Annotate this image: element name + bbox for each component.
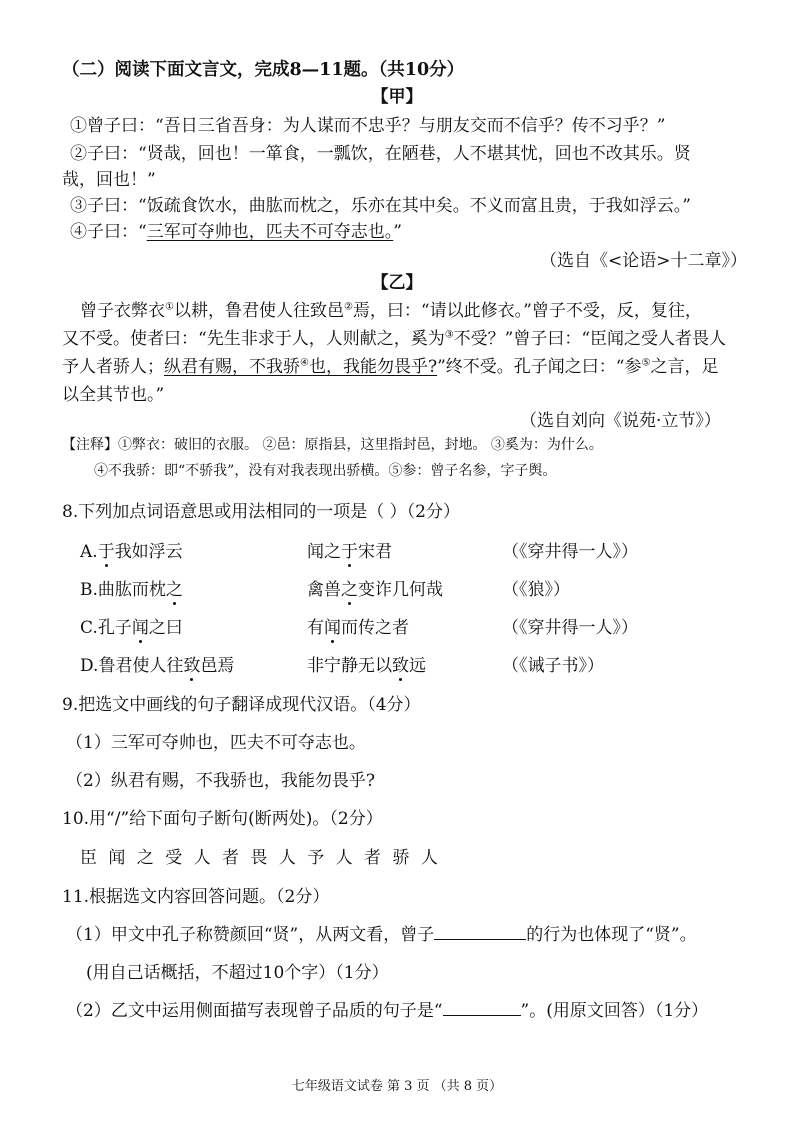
q8-option-c-compare: 有闻而传之者 xyxy=(307,618,409,638)
q9-sentence-2: （2）纵君有赐，不我骄也，我能勿畏乎? xyxy=(66,771,375,791)
dotted-word: 闻 xyxy=(324,618,341,638)
note-mark: ③ xyxy=(444,329,454,341)
underlined-sentence-1: 三军可夺帅也，匹夫不可夺志也。 xyxy=(146,222,394,242)
note-mark: ② xyxy=(343,301,353,313)
answer-blank[interactable] xyxy=(443,999,521,1016)
q8-option-d-compare: 非宁静无以致远 xyxy=(307,656,426,676)
dotted-word: 之 xyxy=(341,580,358,600)
q8-option-d: D.鲁君使人往致邑焉 xyxy=(80,656,235,676)
q8-option-d-source: （《诫子书》） xyxy=(502,656,604,676)
passage-a-heading: 【甲】 xyxy=(371,87,423,107)
annotation-line-1: 【注释】①弊衣：破旧的衣服。 ②邑：原指县，这里指封邑，封地。 ③奚为：为什么。 xyxy=(62,437,603,453)
question-8-stem: 8.下列加点词语意思或用法相同的一项是（ ）（2分） xyxy=(62,502,460,522)
q10-sentence: 臣 闻 之 受 人 者 畏 人 予 人 者 骄 人 xyxy=(80,848,441,868)
passage-b-line-2: 又不受。使者曰：“先生非求于人，人则献之，奚为③不受？”曾子曰：“臣闻之受人者畏人 xyxy=(62,329,727,349)
note-mark: ① xyxy=(165,301,174,313)
dotted-word: 致 xyxy=(183,656,201,676)
note-mark: ⑤ xyxy=(641,357,651,369)
line-suffix: ” xyxy=(393,222,402,242)
underlined-sentence-2: 纵君有赐，不我骄④也，我能勿畏乎? xyxy=(164,357,438,377)
q8-option-a: A.于我如浮云 xyxy=(80,542,183,562)
page-footer: 七年级语文试卷 第 3 页 （共 8 页） xyxy=(291,1079,503,1094)
passage-a-line: ③子曰：“饭疏食饮水，曲肱而枕之，乐亦在其中矣。不义而富且贵，于我如浮云。” xyxy=(70,196,691,216)
q8-option-a-source: （《穿井得一人》） xyxy=(502,542,638,562)
note-mark: ④ xyxy=(300,357,309,369)
q8-option-a-compare: 闻之于宋君 xyxy=(307,542,392,562)
passage-b-line-1: 曾子衣弊衣①以耕，鲁君使人往致邑②焉，曰：“请以此修衣。”曾子不受，反，复往， xyxy=(80,301,702,321)
section-title: （二）阅读下面文言文，完成8—11题。（共10分） xyxy=(62,60,465,80)
q11-part-2: （2）乙文中运用侧面描写表现曾子品质的句子是“ ”。(用原文回答）（1分） xyxy=(66,1001,709,1021)
q9-sentence-1: （1）三军可夺帅也，匹夫不可夺志也。 xyxy=(66,733,366,753)
dotted-word: 之 xyxy=(165,580,183,600)
passage-b-source: （选自刘向《说苑·立节》） xyxy=(520,411,721,431)
passage-a-source: （选自《<论语>十二章》） xyxy=(540,251,747,271)
q8-option-c-source: （《穿井得一人》） xyxy=(502,618,638,638)
dotted-word: 于 xyxy=(97,542,115,562)
question-10-stem: 10.用“/”给下面句子断句(断两处)。（2分） xyxy=(62,809,383,829)
answer-blank[interactable] xyxy=(434,923,526,940)
question-9-stem: 9.把选文中画线的句子翻译成现代汉语。（4分） xyxy=(62,695,421,715)
passage-b-heading: 【乙】 xyxy=(371,273,423,293)
q11-part-1-note: (用自己话概括，不超过10个字）（1分） xyxy=(86,963,389,983)
q8-option-b-source: （《狼》） xyxy=(502,580,570,600)
passage-a-line-4 xyxy=(70,217,402,242)
passage-a-line: ①曾子曰：“吾日三省吾身：为人谋而不忠乎？与朋友交而不信乎？传不习乎？” xyxy=(70,116,666,136)
question-11-stem: 11.根据选文内容回答问题。（2分） xyxy=(62,887,330,907)
passage-b-line-3: 予人者骄人；纵君有赐，不我骄④也，我能勿畏乎?”终不受。孔子闻之曰：“参⑤之言，足 xyxy=(62,357,719,377)
q11-part-1: （1）甲文中孔子称赞颜回“贤”，从两文看，曾子 的行为也体现了“贤”。 xyxy=(66,925,697,945)
passage-a-line: ②子曰：“贤哉，回也！一箪食，一瓢饮，在陋巷，人不堪其忧，回也不改其乐。贤 xyxy=(70,144,691,164)
line-prefix: ④子曰：“ xyxy=(70,222,147,242)
q8-option-b: B.曲肱而枕之 xyxy=(80,580,183,600)
q8-option-c: C.孔子闻之曰 xyxy=(80,618,183,638)
passage-a-line: 哉，回也！” xyxy=(62,170,156,190)
dotted-word: 于 xyxy=(341,542,358,562)
passage-b-line-4: 以全其节也。” xyxy=(62,385,165,405)
annotation-line-2: ④不我骄：即“不骄我”，没有对我表现出骄横。⑤参：曾子名参，字子舆。 xyxy=(94,463,557,479)
dotted-word: 致 xyxy=(392,656,409,676)
q8-option-b-compare: 禽兽之变诈几何哉 xyxy=(307,580,443,600)
dotted-word: 闻 xyxy=(131,618,149,638)
